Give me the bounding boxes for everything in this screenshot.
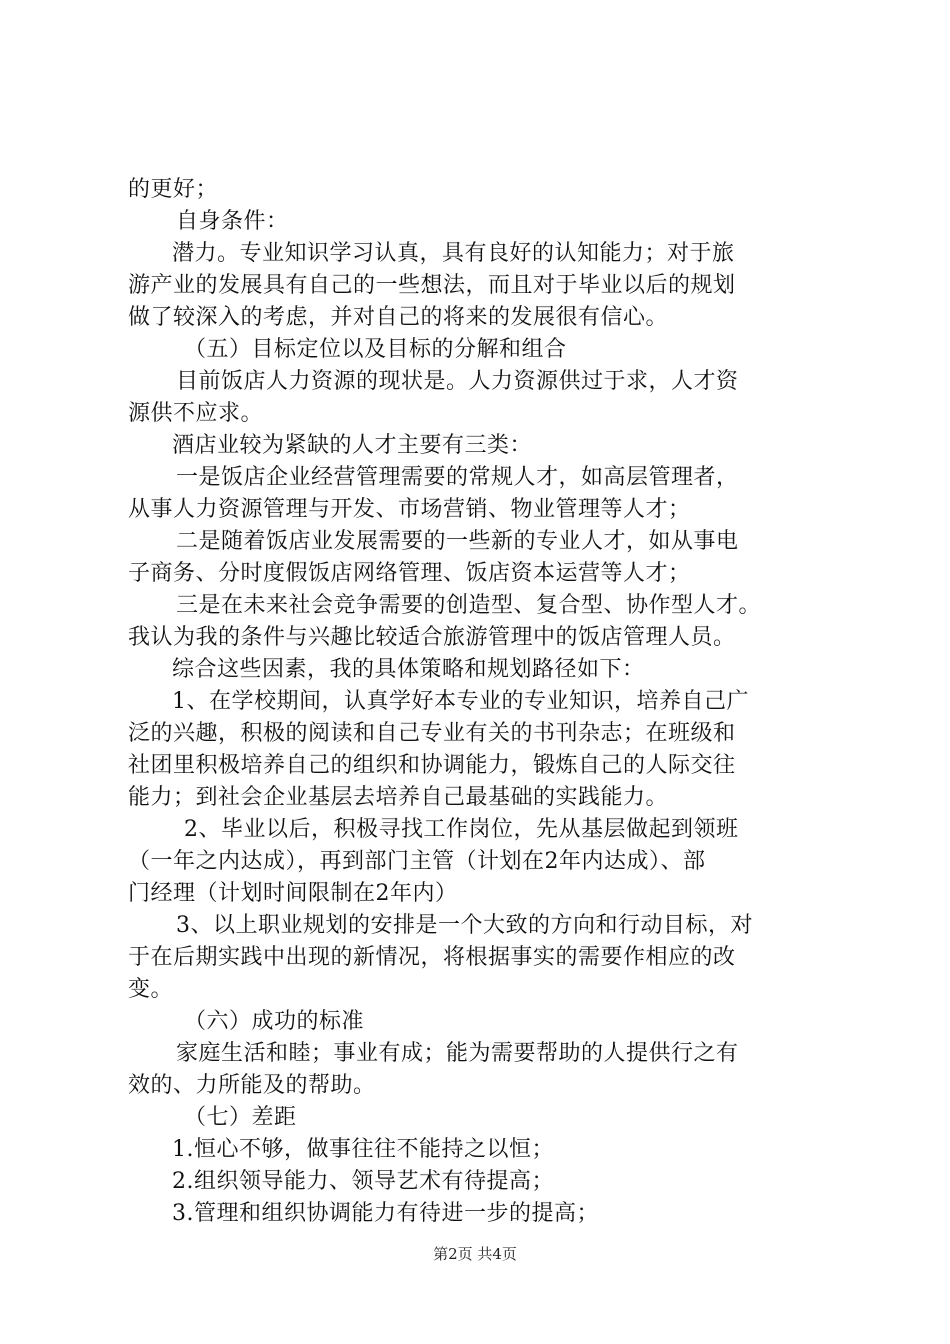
- text-line: 潜力。专业知识学习认真，具有良好的认知能力；对于旅: [172, 241, 735, 266]
- text-line: 于在后期实践中出现的新情况，将根据事实的需要作相应的改: [128, 945, 736, 970]
- list-item: 1.恒心不够，做事往往不能持之以恒；: [172, 1137, 554, 1162]
- text-line: 做了较深入的考虑，并对自己的将来的发展很有信心。: [128, 305, 669, 330]
- text-line: 游产业的发展具有自己的一些想法，而且对于毕业以后的规划: [128, 273, 736, 298]
- text-line: 我认为我的条件与兴趣比较适合旅游管理中的饭店管理人员。: [128, 625, 736, 650]
- section-heading: （七）差距: [184, 1105, 297, 1130]
- text-line: 家庭生活和睦；事业有成；能为需要帮助的人提供行之有: [176, 1041, 739, 1066]
- text-line: 三是在未来社会竞争需要的创造型、复合型、协作型人才。: [176, 593, 762, 618]
- text-line: 社团里积极培养自己的组织和协调能力，锻炼自己的人际交往: [128, 753, 736, 778]
- list-item: 2.组织领导能力、领导艺术有待提高；: [172, 1169, 554, 1194]
- text-line: 从事人力资源管理与开发、市场营销、物业管理等人才；: [128, 497, 691, 522]
- text-line: 一是饭店企业经营管理需要的常规人才，如高层管理者，: [176, 465, 739, 490]
- text-line: 自身条件：: [176, 209, 289, 234]
- text-line: 变。: [128, 977, 174, 1002]
- text-line: 泛的兴趣，积极的阅读和自己专业有关的书刊杂志；在班级和: [128, 721, 736, 746]
- list-item: 3.管理和组织协调能力有待进一步的提高；: [172, 1201, 599, 1226]
- text-line: 子商务、分时度假饭店网络管理、饭店资本运营等人才；: [128, 561, 691, 586]
- document-body: [128, 174, 840, 1230]
- text-line: 门经理（计划时间限制在2年内）: [128, 881, 458, 906]
- text-line: 综合这些因素，我的具体策略和规划路径如下：: [172, 657, 645, 682]
- text-line: 源供不应求。: [128, 401, 264, 426]
- text-line: 的更好；: [128, 177, 219, 202]
- text-line: 能力；到社会企业基层去培养自己最基础的实践能力。: [128, 785, 669, 810]
- section-heading: （六）成功的标准: [184, 1009, 365, 1034]
- text-line: 2、毕业以后，积极寻找工作岗位，先从基层做起到领班: [184, 817, 739, 842]
- text-line: 3、以上职业规划的安排是一个大致的方向和行动目标，对: [176, 913, 753, 938]
- section-heading: （五）目标定位以及目标的分解和组合: [184, 337, 567, 362]
- text-line: 二是随着饭店业发展需要的一些新的专业人才，如从事电: [176, 529, 739, 554]
- page-number: 第2页 共4页: [433, 1245, 517, 1263]
- text-line: 酒店业较为紧缺的人才主要有三类：: [172, 433, 533, 458]
- text-line: 效的、力所能及的帮助。: [128, 1073, 376, 1098]
- text-line: （一年之内达成），再到部门主管（计划在2年内达成）、部: [128, 849, 706, 874]
- text-line: 目前饭店人力资源的现状是。人力资源供过于求，人才资: [176, 369, 739, 394]
- text-line: 1、在学校期间，认真学好本专业的专业知识，培养自己广: [172, 689, 749, 714]
